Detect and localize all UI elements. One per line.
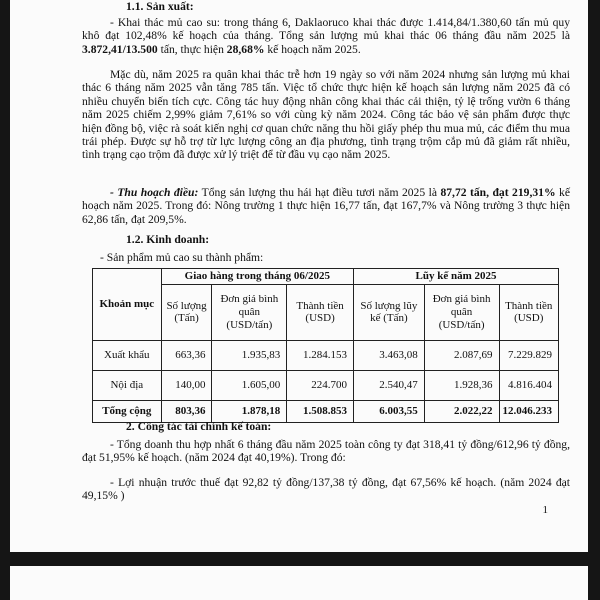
header-price-month: Đơn giá bình quân (USD/tấn) bbox=[212, 284, 287, 340]
cell-price-month: 1.605,00 bbox=[212, 370, 287, 400]
section-2-title: 2. Công tác tài chính kế toán: bbox=[126, 420, 272, 433]
section-1-2-title: 1.2. Kinh doanh: bbox=[126, 233, 210, 246]
production-paragraph: Mặc dù, năm 2025 ra quân khai thác trễ hơn 19 ngày so với năm 2024 nhưng sản lượng mủ khai thác 6 tháng năm 2025 vẫn tăng 785 tấn. Việc tổ chức thực hiện kế hoạch sản lượng năm 2025 đã có nhiều chuyển biến tích cực. Công tác huy động nhân công khai thác cải thiện, tỷ lệ trống vườn 6 tháng năm 2025 chiếm 2,99% giảm 7,61% so với cùng kỳ năm 2024. Công tác bảo vệ sản phẩm được thực hiện đồng bộ, việc rà soát kiến nghị cơ quan chức năng thu hồi giấy phép thu mua mủ, các điểm thu mua trái phép. Được sự hỗ trợ từ lực lượng công an địa phương, tình trạng trộm cắp mủ đã giảm rất nhiều, tình trạng cạo trộm đã được xử lý triệt để từ đầu vụ cạo năm 2025. bbox=[82, 68, 570, 162]
next-page-edge bbox=[10, 566, 588, 600]
header-qty-month: Số lượng (Tấn) bbox=[161, 284, 212, 340]
table-row-total bbox=[93, 400, 559, 422]
cell-amount-cumulative: 4.816.404 bbox=[499, 370, 559, 400]
profit-paragraph: - Lợi nhuận trước thuế đạt 92,82 tỷ đồng/137,38 tỷ đồng, đạt 67,56% kế hoạch. (năm 2024 đạt 49,15% ) bbox=[82, 476, 570, 503]
cell-price-month: 1.878,18 bbox=[212, 400, 287, 422]
cashew-paragraph: - Thu hoạch điều: Tổng sản lượng thu hái hạt điều tươi năm 2025 là 87,72 tấn, đạt 219,31% kế hoạch năm 2025. Trong đó: Nông trường 1 thực hiện 16,77 tấn, đạt 167,7% và Nông trường 3 thực hiện 62,86 tấn, đạt 209,5%. bbox=[82, 186, 570, 226]
cell-qty-cumulative: 2.540,47 bbox=[354, 370, 425, 400]
group-month-header: Giao hàng trong tháng 06/2025 bbox=[161, 269, 353, 285]
cell-amount-month: 224.700 bbox=[287, 370, 354, 400]
rubber-sales-table bbox=[92, 268, 559, 423]
header-amount-cumulative: Thành tiền (USD) bbox=[499, 284, 559, 340]
cell-price-month: 1.935,83 bbox=[212, 340, 287, 370]
revenue-paragraph: - Tổng doanh thu hợp nhất 6 tháng đầu năm 2025 toàn công ty đạt 318,41 tỷ đồng/612,96 tỷ đồng, đạt 51,95% kế hoạch. (năm 2024 đạt 40,19%). Trong đó: bbox=[82, 438, 570, 465]
col-item-header: Khoản mục bbox=[93, 269, 162, 341]
header-qty-cumulative: Số lượng lũy kế (Tấn) bbox=[354, 284, 425, 340]
table-row bbox=[93, 370, 559, 400]
cell-qty-cumulative: 3.463,08 bbox=[354, 340, 425, 370]
cell-amount-month: 1.284.153 bbox=[287, 340, 354, 370]
cell-qty-month: 140,00 bbox=[161, 370, 212, 400]
cell-amount-month: 1.508.853 bbox=[287, 400, 354, 422]
document-page bbox=[10, 0, 588, 552]
cell-price-cumulative: 2.022,22 bbox=[424, 400, 499, 422]
cell-qty-month: 663,36 bbox=[161, 340, 212, 370]
cell-amount-cumulative: 7.229.829 bbox=[499, 340, 559, 370]
cell-qty-cumulative: 6.003,55 bbox=[354, 400, 425, 422]
page-number: 1 bbox=[542, 504, 548, 516]
header-amount-month: Thành tiền (USD) bbox=[287, 284, 354, 340]
table-row bbox=[93, 340, 559, 370]
cell-price-cumulative: 2.087,69 bbox=[424, 340, 499, 370]
group-cumulative-header: Lũy kế năm 2025 bbox=[354, 269, 559, 285]
section-1-2-subtitle: - Sản phẩm mủ cao su thành phẩm: bbox=[100, 251, 264, 264]
cell-price-cumulative: 1.928,36 bbox=[424, 370, 499, 400]
section-1-1-title: 1.1. Sản xuất: bbox=[126, 0, 194, 13]
row-item: Xuất khẩu bbox=[93, 340, 162, 370]
cell-qty-month: 803,36 bbox=[161, 400, 212, 422]
row-item: Nội địa bbox=[93, 370, 162, 400]
row-item: Tổng cộng bbox=[93, 400, 162, 422]
rubber-paragraph: - Khai thác mủ cao su: trong tháng 6, Daklaoruco khai thác được 1.414,84/1.380,60 tấn mủ quy khô đạt 102,48% kế hoạch của tháng. Tổng sản lượng mủ khai thác 06 tháng đầu năm 2025 là 3.872,41/13.500 tấn, thực hiện 28,68% kế hoạch năm 2025. bbox=[82, 16, 570, 56]
cell-amount-cumulative: 12.046.233 bbox=[499, 400, 559, 422]
header-price-cumulative: Đơn giá bình quân (USD/tấn) bbox=[424, 284, 499, 340]
